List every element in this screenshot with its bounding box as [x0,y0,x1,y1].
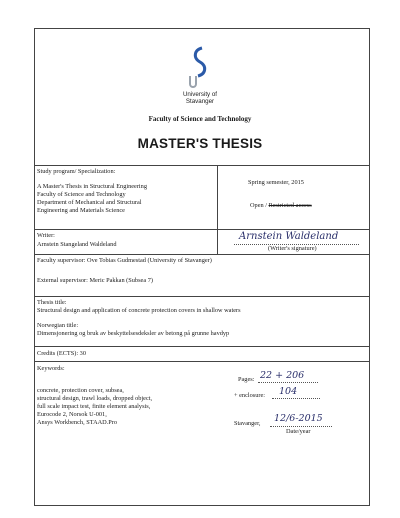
study-program-line: Department of Mechanical and Structural [37,199,142,206]
thesis-title-section [34,296,370,346]
study-program-label: Study program/ Specialization: [37,168,116,175]
credits-section [34,346,370,361]
access-text [250,202,312,210]
semester-text: Spring semester, 2015 [248,179,304,186]
study-program-line: A Master's Thesis in Structural Engineering [37,183,147,190]
divider [217,230,218,255]
pages-value: 22 + 206 [260,370,305,381]
date-label: Date/year [286,428,311,435]
writer-section [34,229,370,254]
faculty-heading: Faculty of Science and Technology [148,115,252,123]
thesis-title-label: Thesis title: [37,299,67,306]
open-option: Open / [250,202,267,209]
enclosure-label: + enclosure: [234,392,266,399]
place-label: Stavanger, [234,420,261,427]
keyword-line: Ansys Workbench, STAAD.Pro [37,419,118,426]
external-supervisor: External supervisor: Meric Pakkan (Subsea 7) [37,277,153,284]
divider [217,166,218,230]
date-value: 12/6-2015 [274,413,323,424]
enclosure-line [272,398,320,399]
norwegian-title-label: Norwegian title: [37,322,79,329]
study-program-line: Engineering and Materials Science [37,207,125,214]
keywords-section [34,361,370,506]
supervisor-section [34,254,370,296]
keyword-line: concrete, protection cover, subsea, [37,387,124,394]
university-name-line2: Stavanger [185,98,215,105]
date-line [270,426,332,427]
university-logo-icon [180,46,220,90]
pages-label: Pages: [238,376,255,383]
restricted-option: Restricted access [268,202,312,209]
keyword-line: Eurocode 2, Norsok U-001, [37,411,107,418]
keywords-label: Keywords: [37,365,65,372]
enclosure-value: 104 [279,386,298,397]
page-title: MASTER'S THESIS [137,136,263,151]
study-program-line: Faculty of Science and Technology [37,191,126,198]
writer-name: Arnstein Stangeland Waldeland [37,241,117,248]
credits-text: Credits (ECTS): 30 [37,350,86,357]
keyword-line: structural design, trawl loads, dropped object, [37,395,153,402]
pages-line [258,382,318,383]
norwegian-title: Dimensjonering og bruk av beskyttelsesdeksler av betong på grunne havdyp [37,330,230,337]
signature-label: (Writer's signature) [268,245,317,252]
signature-handwriting: Arnstein Waldeland [239,231,339,242]
thesis-title: Structural design and application of concrete protection covers in shallow waters [37,307,241,314]
keyword-line: full scale impact test, finite element analysis, [37,403,151,410]
faculty-supervisor: Faculty supervisor: Ove Tobias Gudmestad (University of Stavanger) [37,257,212,264]
university-name-line1: University of [182,91,218,98]
study-program-section [34,165,370,229]
writer-label: Writer: [37,232,55,239]
